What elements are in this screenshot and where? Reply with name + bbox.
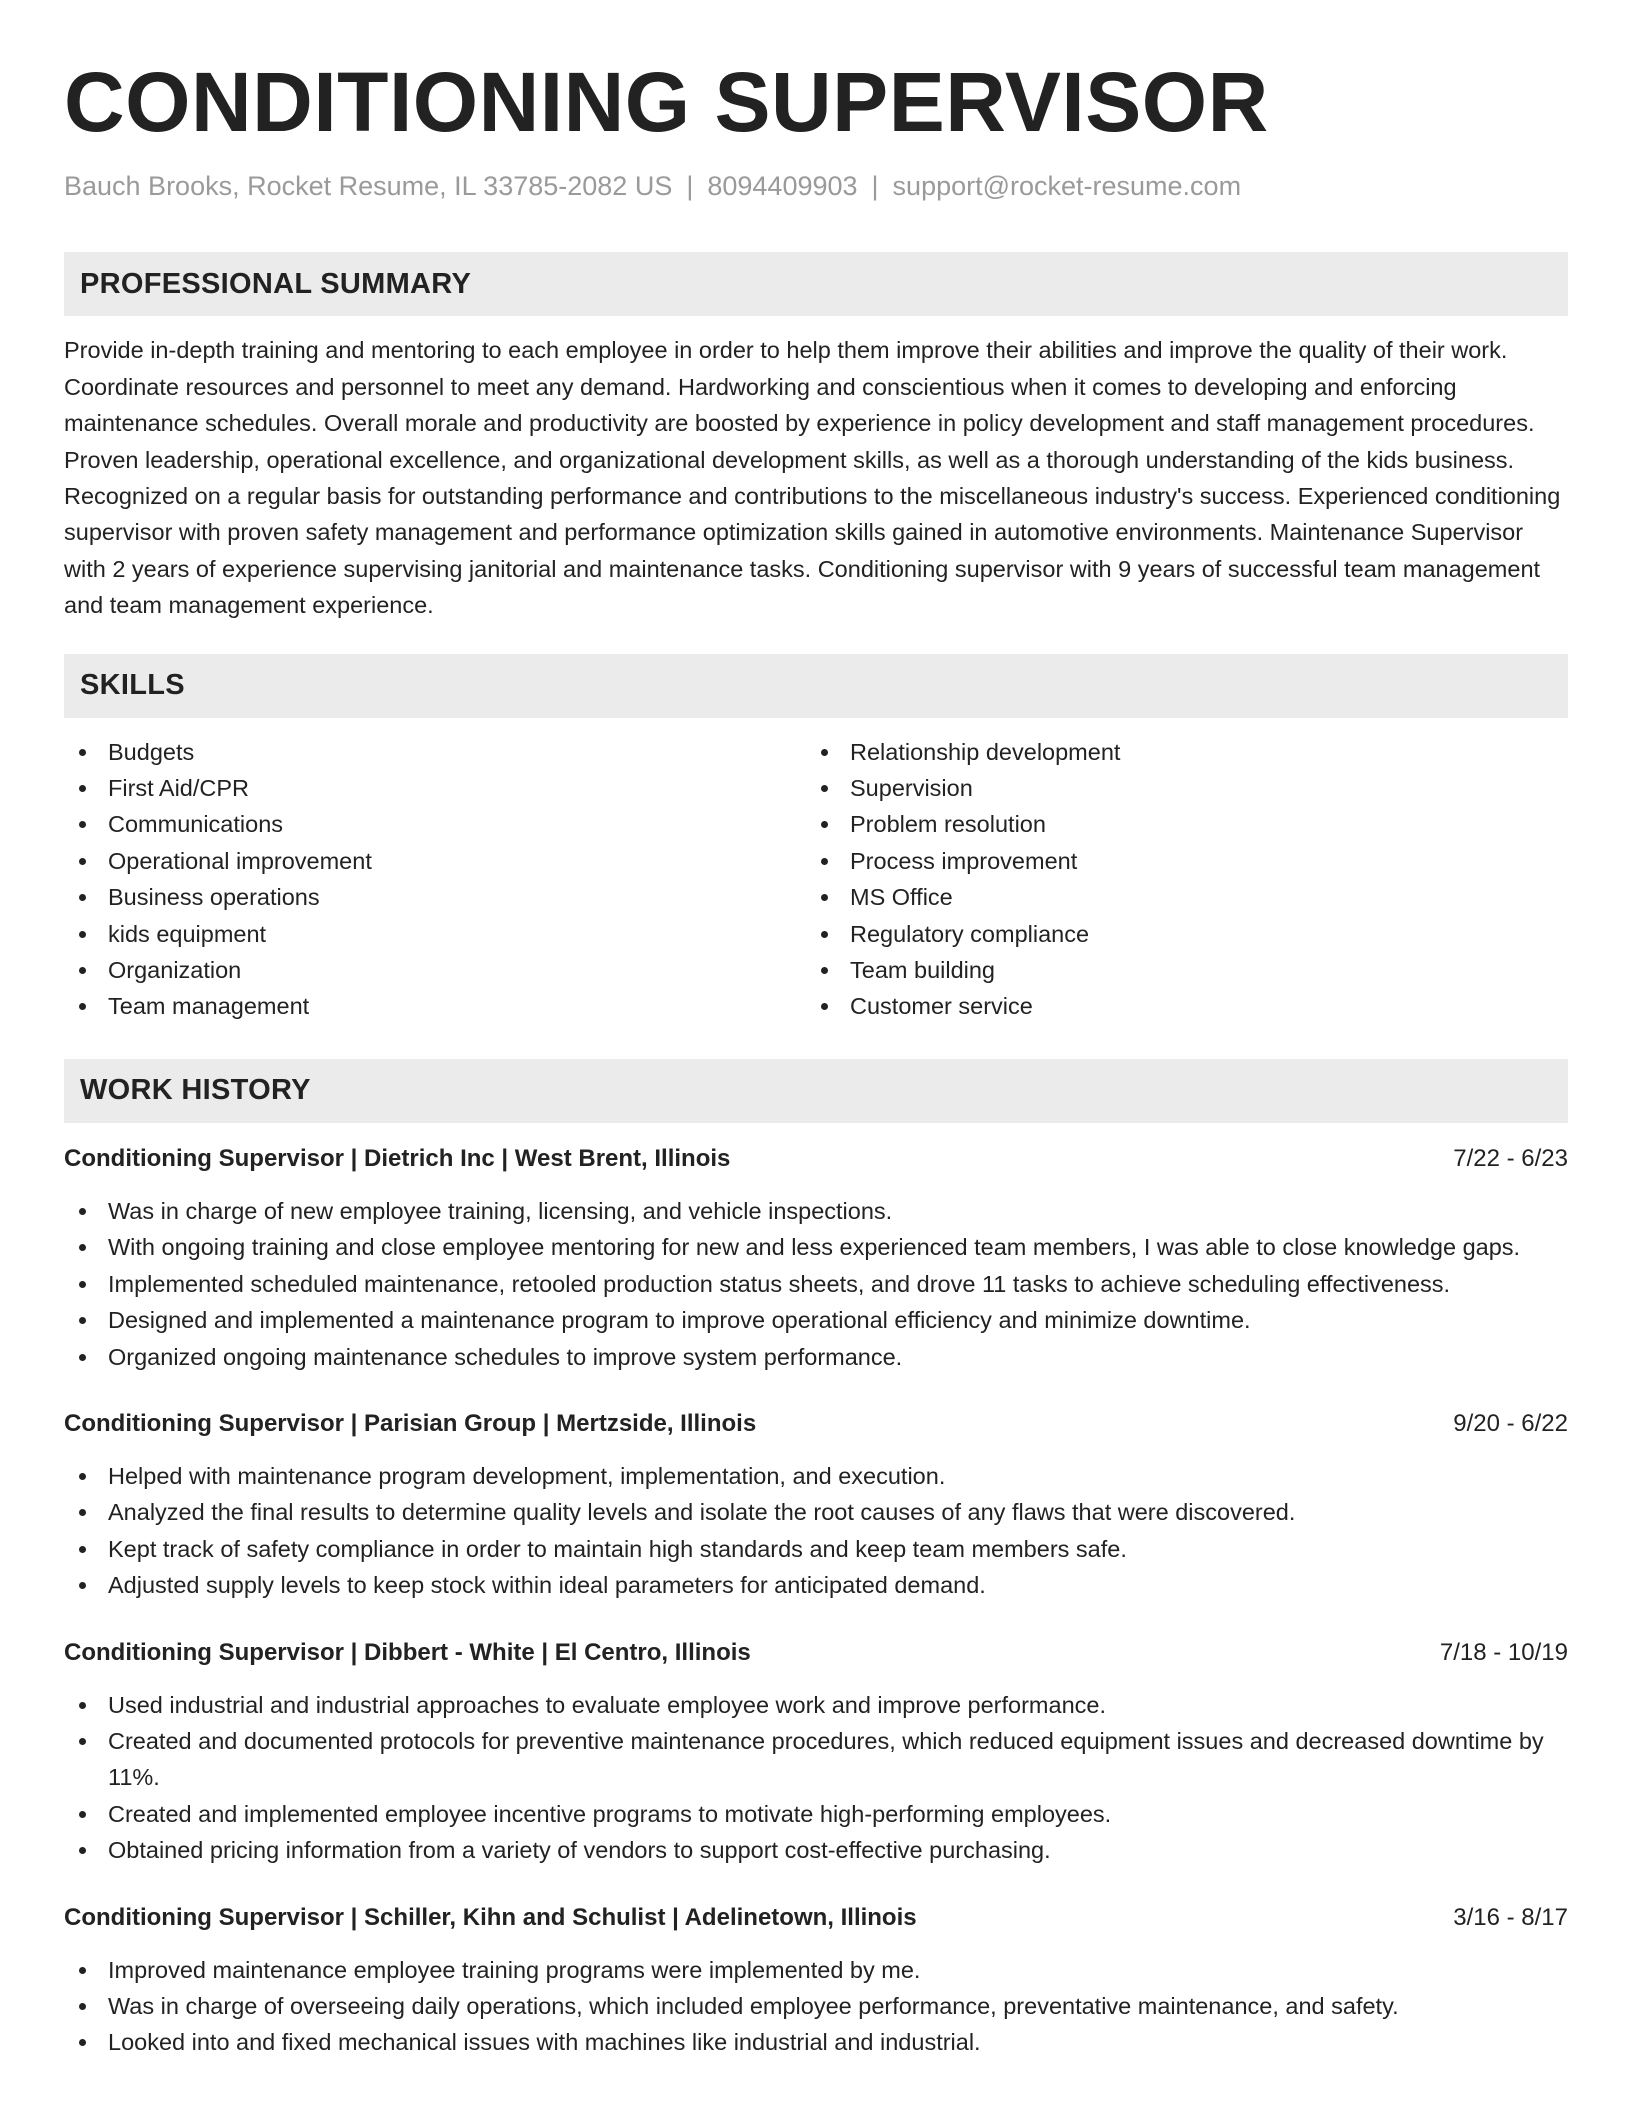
job-bullet: Adjusted supply levels to keep stock within ideal parameters for anticipated demand. — [64, 1567, 1568, 1603]
job-bullet: Was in charge of new employee training, licensing, and vehicle inspections. — [64, 1193, 1568, 1229]
skill-item: Team building — [806, 952, 1548, 988]
resume-page — [64, 56, 1568, 2061]
job-bullet: Used industrial and industrial approaches to evaluate employee work and improve performance. — [64, 1687, 1568, 1723]
skill-item: Process improvement — [806, 843, 1548, 879]
job-bullets — [64, 1952, 1568, 2061]
contact-line — [64, 170, 1568, 202]
job-entry — [64, 1635, 1568, 1869]
job-bullet: Kept track of safety compliance in order to maintain high standards and keep team members safe. — [64, 1531, 1568, 1567]
job-bullets — [64, 1193, 1568, 1375]
job-entry — [64, 1900, 1568, 2061]
job-bullets — [64, 1458, 1568, 1604]
job-dates: 7/18 - 10/19 — [1439, 1638, 1568, 1666]
skill-item: Team management — [64, 988, 806, 1024]
contact-phone: 8094409903 — [707, 171, 858, 201]
job-header — [64, 1635, 1568, 1671]
job-bullet: Analyzed the final results to determine quality levels and isolate the root causes of any flaws that were discovered. — [64, 1494, 1568, 1530]
skill-item: Customer service — [806, 988, 1548, 1024]
job-bullet: Implemented scheduled maintenance, retooled production status sheets, and drove 11 tasks to achieve scheduling effectiveness. — [64, 1266, 1568, 1302]
job-bullet: Helped with maintenance program development, implementation, and execution. — [64, 1458, 1568, 1494]
skill-item: Communications — [64, 806, 806, 842]
job-bullet: Created and implemented employee incentive programs to motivate high-performing employees. — [64, 1796, 1568, 1832]
contact-separator: | — [686, 171, 694, 201]
skill-item: Supervision — [806, 770, 1548, 806]
skills-heading: SKILLS — [64, 654, 1568, 718]
job-bullet: Organized ongoing maintenance schedules to improve system performance. — [64, 1339, 1568, 1375]
skill-item: Regulatory compliance — [806, 916, 1548, 952]
work-history-heading: WORK HISTORY — [64, 1059, 1568, 1123]
summary-text: Provide in-depth training and mentoring to each employee in order to help them improve their abilities and improve the quality of their work. Coordinate resources and personnel to meet any demand. Hardworking and conscientious when it comes to developing and enforcing maintenance schedules. Overall morale and productivity are boosted by experience in policy development and staff management procedures. Proven leadership, operational excellence, and organizational development skills, as well as a thorough understanding of the kids business. Recognized on a regular basis for outstanding performance and contributions to the miscellaneous industry's success. Experienced conditioning supervisor with proven safety management and performance optimization skills gained in automotive environments. Maintenance Supervisor with 2 years of experience supervising janitorial and maintenance tasks. Conditioning supervisor with 9 years of successful team management and team management experience. — [64, 337, 1561, 619]
job-entry — [64, 1141, 1568, 1375]
job-bullet: Created and documented protocols for preventive maintenance procedures, which reduced equipment issues and decreased downtime by 11%. — [64, 1723, 1568, 1796]
job-title: Conditioning Supervisor | Parisian Group | Mertzside, Illinois — [64, 1409, 757, 1437]
contact-separator: | — [871, 171, 879, 201]
job-bullet: With ongoing training and close employee mentoring for new and less experienced team members, I was able to close knowledge gaps. — [64, 1229, 1568, 1265]
job-bullet: Was in charge of overseeing daily operations, which included employee performance, preventative maintenance, and safety. — [64, 1988, 1568, 2024]
contact-address: Bauch Brooks, Rocket Resume, IL 33785-2082 US — [64, 171, 673, 201]
skill-item: kids equipment — [64, 916, 806, 952]
job-header — [64, 1900, 1568, 1936]
job-entry — [64, 1406, 1568, 1604]
job-bullet: Designed and implemented a maintenance program to improve operational efficiency and minimize downtime. — [64, 1302, 1568, 1338]
job-bullet: Obtained pricing information from a variety of vendors to support cost-effective purchasing. — [64, 1832, 1568, 1868]
job-dates: 3/16 - 8/17 — [1453, 1903, 1568, 1931]
skill-item: Relationship development — [806, 734, 1548, 770]
job-title: Conditioning Supervisor | Dibbert - White | El Centro, Illinois — [64, 1638, 751, 1666]
summary-heading: PROFESSIONAL SUMMARY — [64, 252, 1568, 316]
job-title: Conditioning Supervisor | Dietrich Inc | West Brent, Illinois — [64, 1144, 731, 1172]
job-header — [64, 1141, 1568, 1177]
job-bullet: Looked into and fixed mechanical issues with machines like industrial and industrial. — [64, 2024, 1568, 2060]
skill-item: Business operations — [64, 879, 806, 915]
skill-item: First Aid/CPR — [64, 770, 806, 806]
job-title: Conditioning Supervisor | Schiller, Kihn and Schulist | Adelinetown, Illinois — [64, 1903, 917, 1931]
skill-item: Organization — [64, 952, 806, 988]
resume-title: CONDITIONING SUPERVISOR — [64, 55, 1269, 149]
job-bullet: Improved maintenance employee training programs were implemented by me. — [64, 1952, 1568, 1988]
skill-item: Budgets — [64, 734, 806, 770]
skills-column-right — [806, 734, 1548, 1025]
job-dates: 9/20 - 6/22 — [1453, 1409, 1568, 1437]
skill-item: Problem resolution — [806, 806, 1548, 842]
skills-list — [64, 734, 1568, 1025]
skill-item: MS Office — [806, 879, 1548, 915]
skill-item: Operational improvement — [64, 843, 806, 879]
job-header — [64, 1406, 1568, 1442]
contact-email[interactable]: support@rocket-resume.com — [892, 171, 1242, 201]
skills-column-left — [64, 734, 806, 1025]
job-bullets — [64, 1687, 1568, 1869]
job-dates: 7/22 - 6/23 — [1453, 1144, 1568, 1172]
